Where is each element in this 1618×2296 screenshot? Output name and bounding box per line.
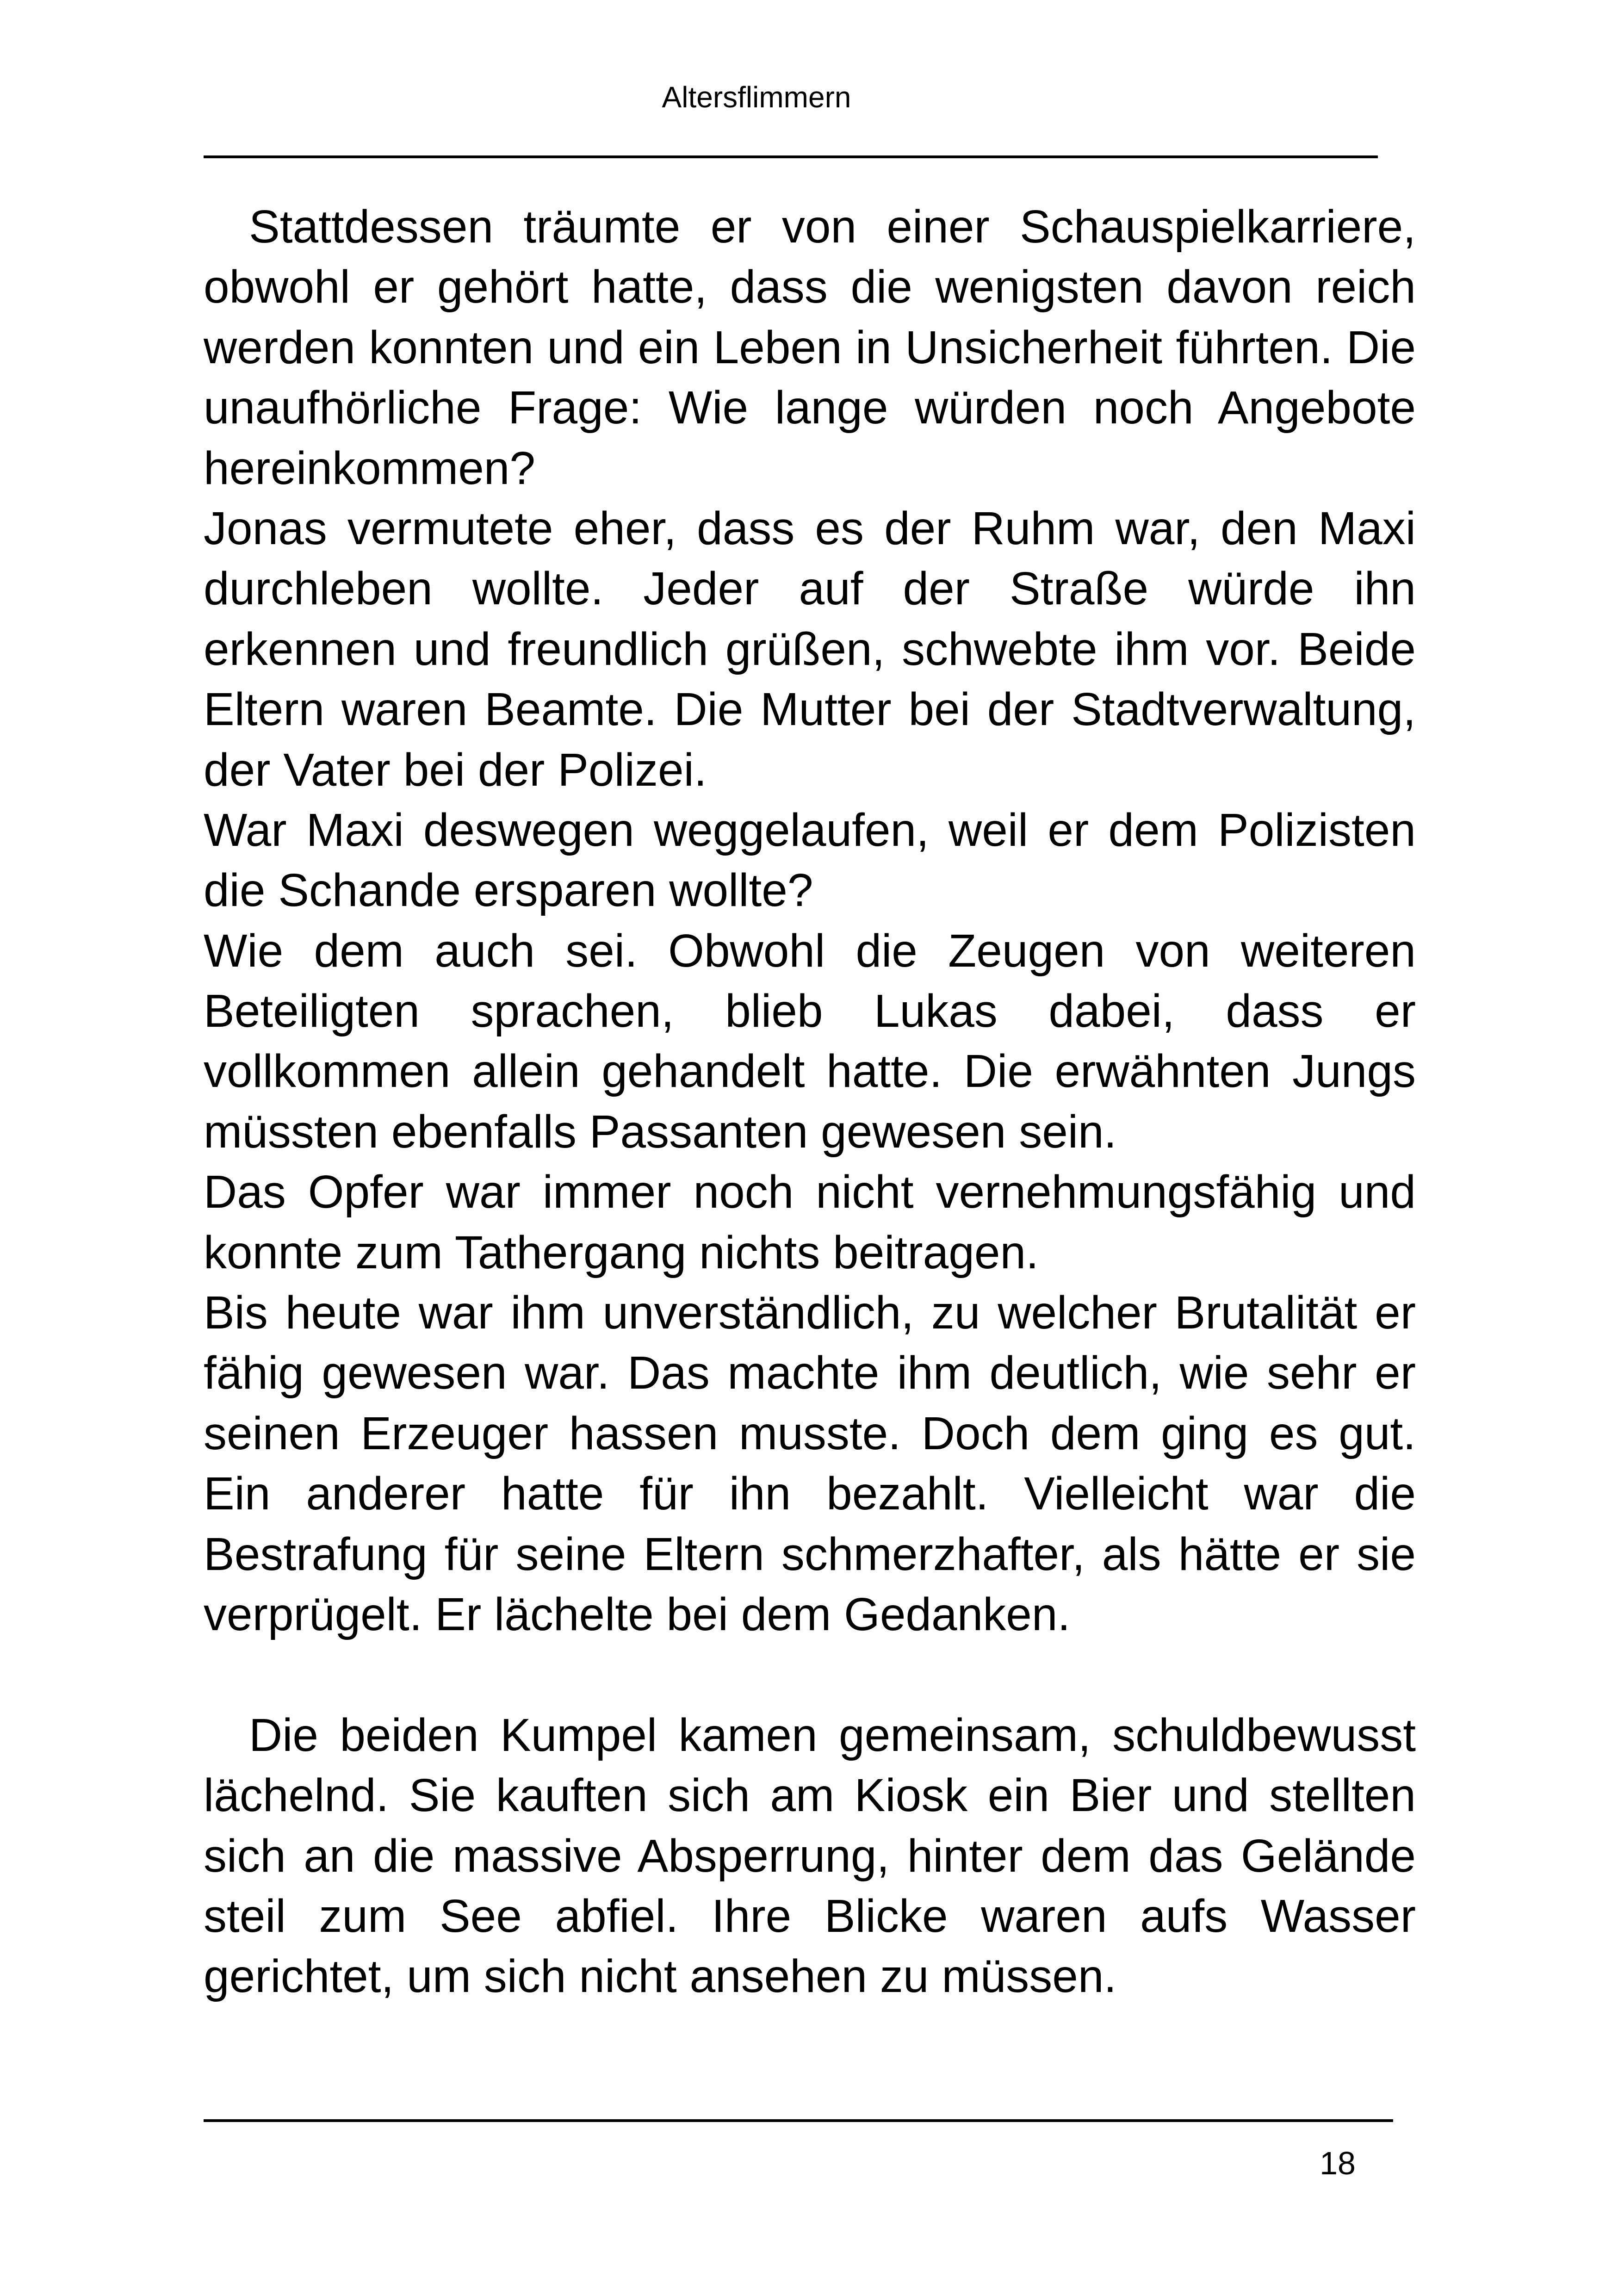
- body-line: Beteiligten sprachen, blieb Lukas dabei, dass er: [204, 985, 1416, 1037]
- body-line: Eltern waren Beamte. Die Mutter bei der Stadtverwaltung,: [204, 683, 1416, 736]
- body-line: obwohl er gehört hatte, dass die wenigsten davon reich: [204, 261, 1416, 313]
- body-line: Wie dem auch sei. Obwohl die Zeugen von weiteren: [204, 925, 1416, 977]
- footer-rule: [204, 2119, 1393, 2122]
- page-number: 18: [1320, 2145, 1356, 2181]
- body-line: unaufhörliche Frage: Wie lange würden noch Angebote: [204, 382, 1416, 434]
- body-line: sich an die massive Absperrung, hinter dem das Gelände: [204, 1830, 1416, 1882]
- paragraph-gap: [204, 1644, 1416, 1705]
- body-line: Jonas vermutete eher, dass es der Ruhm war, den Maxi: [204, 502, 1416, 554]
- body-line: Ein anderer hatte für ihn bezahlt. Vielleicht war die: [204, 1468, 1416, 1520]
- body-line: Bestrafung für seine Eltern schmerzhafter, als hätte er sie: [204, 1528, 1416, 1580]
- body-line: seinen Erzeuger hassen musste. Doch dem ging es gut.: [204, 1407, 1416, 1459]
- body-line: Die beiden Kumpel kamen gemeinsam, schuldbewusst: [249, 1709, 1416, 1761]
- body-line: konnte zum Tathergang nichts beitragen.: [204, 1226, 1039, 1278]
- body-line: steil zum See abfiel. Ihre Blicke waren aufs Wasser: [204, 1890, 1416, 1942]
- body-line: War Maxi deswegen weggelaufen, weil er dem Polizisten: [204, 804, 1416, 856]
- body-line: verprügelt. Er lächelte bei dem Gedanken.: [204, 1588, 1071, 1640]
- body-line: die Schande ersparen wollte?: [204, 864, 813, 917]
- body-line: der Vater bei der Polizei.: [204, 744, 707, 796]
- body-line: Das Opfer war immer noch nicht vernehmungsfähig und: [204, 1166, 1416, 1218]
- body-line: werden konnten und ein Leben in Unsicherheit führten. Die: [204, 321, 1416, 373]
- body-line: gerichtet, um sich nicht ansehen zu müssen.: [204, 1950, 1117, 2003]
- running-header-title: Altersflimmern: [662, 81, 851, 114]
- body-line: erkennen und freundlich grüßen, schwebte ihm vor. Beide: [204, 623, 1416, 675]
- body-text: [204, 197, 1416, 2007]
- body-line: fähig gewesen war. Das machte ihm deutlich, wie sehr er: [204, 1347, 1416, 1399]
- body-line: durchleben wollte. Jeder auf der Straße würde ihn: [204, 563, 1416, 615]
- body-line: hereinkommen?: [204, 442, 536, 494]
- body-line: müssten ebenfalls Passanten gewesen sein.: [204, 1105, 1117, 1158]
- body-line: lächelnd. Sie kauften sich am Kiosk ein Bier und stellten: [204, 1769, 1416, 1822]
- body-line: Stattdessen träumte er von einer Schauspielkarriere,: [249, 201, 1416, 253]
- body-line: Bis heute war ihm unverständlich, zu welcher Brutalität er: [204, 1287, 1416, 1339]
- body-line: vollkommen allein gehandelt hatte. Die erwähnten Jungs: [204, 1045, 1416, 1098]
- header-rule: [204, 155, 1378, 158]
